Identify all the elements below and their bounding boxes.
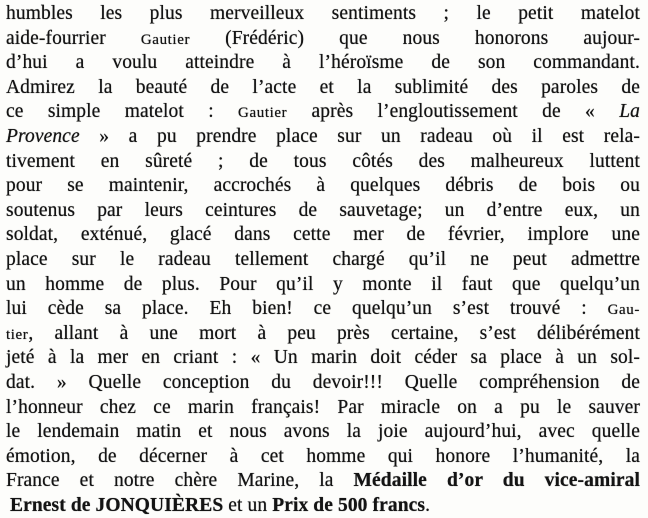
text-line <box>6 223 640 248</box>
text-line <box>6 371 640 396</box>
text-line <box>6 125 640 150</box>
text-segment: l’honneur chez ce marin français! Par miracle on a pu le sauver <box>6 396 640 418</box>
text-line <box>6 445 640 470</box>
text-segment: Ernest de JONQUIÈRES <box>10 494 224 516</box>
text-segment: La <box>619 101 640 123</box>
text-segment: (Frédéric) que nous honorons aujour- <box>190 27 640 49</box>
text-segment: , allant à une mort à peu près certaine, s’est délibérément <box>28 322 640 344</box>
text-segment: tier <box>6 326 29 343</box>
text-segment: Gautier <box>238 105 288 122</box>
text-line <box>6 248 640 273</box>
text-segment: . <box>425 494 431 516</box>
text-segment: lui cède sa place. Eh bien! ce quelqu’un s’est trouvé : <box>6 298 608 320</box>
text-line <box>6 76 640 101</box>
document-text <box>6 2 640 518</box>
text-segment: Admirez la beauté de l’acte et la sublimité des paroles de <box>6 76 640 98</box>
text-segment: Prix de 500 francs <box>272 494 426 516</box>
text-line <box>6 322 640 347</box>
text-line <box>6 494 640 518</box>
text-segment: dat. » Quelle conception du devoir!!! Quelle compréhension de <box>6 371 640 393</box>
text-segment: Gautier <box>140 31 191 48</box>
text-line <box>6 396 640 421</box>
text-segment: Gau- <box>607 302 640 319</box>
text-line <box>6 51 640 76</box>
text-segment: d’hui a voulu atteindre à l’héroïsme de son commandant. <box>6 52 640 74</box>
text-segment: soutenus par leurs ceintures de sauvetage; un d’entre eux, un <box>6 199 640 221</box>
text-segment: » a pu prendre place sur un radeau où il est rela- <box>79 125 640 147</box>
text-segment: France et notre chère Marine, la <box>6 470 354 492</box>
text-segment: humbles les plus merveilleux sentiments ; le petit matelot <box>6 3 640 24</box>
text-segment: le lendemain matin et nous avons la joie aujourd’hui, avec quelle <box>6 421 640 443</box>
text-line <box>6 27 640 52</box>
text-segment: tivement en sûreté ; de tous côtés des malheureux luttent <box>6 150 640 172</box>
text-line <box>6 346 640 371</box>
text-segment: ce simple matelot : <box>6 101 239 123</box>
text-line <box>6 469 640 494</box>
text-segment: soldat, exténué, glacé dans cette mer de février, implore une <box>6 224 640 246</box>
text-line <box>6 199 640 224</box>
text-line <box>6 297 640 322</box>
text-line <box>6 100 640 125</box>
text-segment: aide-fourrier <box>6 27 141 49</box>
text-segment: pour se maintenir, accrochés à quelques débris de bois ou <box>6 175 640 197</box>
text-line <box>6 174 640 199</box>
text-segment: Médaille d’or du vice-amiral <box>353 470 640 492</box>
text-segment: place sur le radeau tellement chargé qu’il ne peut admettre <box>6 248 640 270</box>
text-segment: émotion, de décerner à cet homme qui honore l’humanité, la <box>6 445 640 467</box>
text-segment: après l’engloutissement de « <box>287 101 620 123</box>
text-line <box>6 2 640 27</box>
text-line <box>6 420 640 445</box>
text-segment: un homme de plus. Pour qu’il y monte il faut que quelqu’un <box>6 273 640 295</box>
text-line <box>6 273 640 298</box>
text-segment: jeté à la mer en criant : « Un marin doit céder sa place à un sol- <box>6 347 640 369</box>
text-segment: et un <box>223 494 273 516</box>
text-line <box>6 150 640 175</box>
text-segment: Provence <box>6 125 80 147</box>
